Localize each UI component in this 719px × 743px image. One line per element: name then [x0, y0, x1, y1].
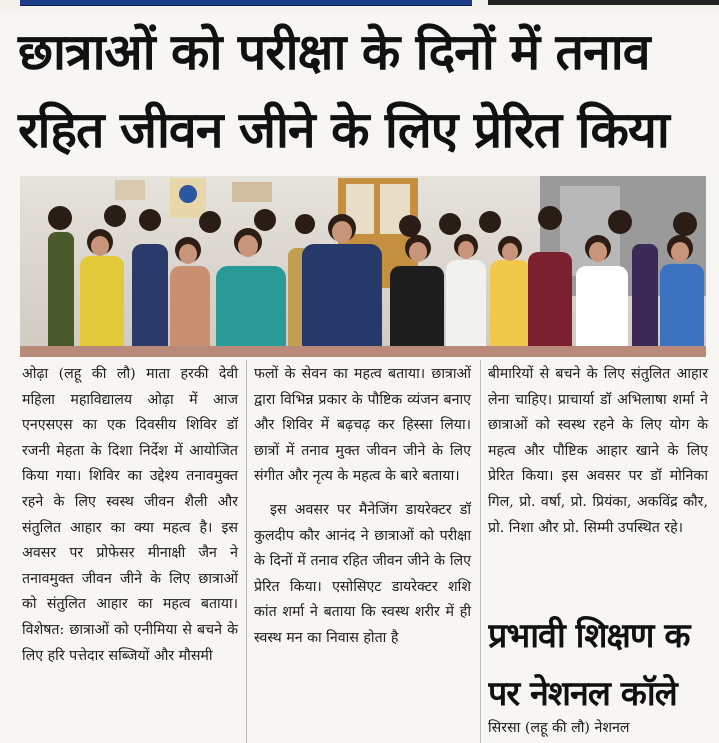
next-article-headline-1: प्रभावी शिक्षण क [488, 616, 690, 656]
column-rule [480, 360, 481, 743]
group-photo [20, 176, 706, 357]
top-strip [0, 0, 719, 12]
column-rule [246, 360, 247, 743]
article-paragraph: फलों के सेवन का महत्व बताया। छात्राओं द्वारा विभिन्न प्रकार के पौष्टिक व्यंजन बनाए और शिविर में बढ़चढ़ कर हिस्सा लिया। छात्रों में तनाव मुक्त जीवन जीने के लिए संगीत और नृत्य के महत्व के बारे बताया। [254, 366, 471, 485]
headline-line-1: छात्राओं को परीक्षा के दिनों में तनाव [18, 23, 650, 81]
article-column-2 [254, 362, 471, 652]
article-paragraph: बीमारियों से बचने के लिए संतुलित आहार लेना चाहिए। प्राचार्या डॉ अभिलाषा शर्मा ने छात्राओं को स्वस्थ रहने के लिए योग के महत्व और पौष्टिक आहार खाने के लिए प्रेरित किया। इस अवसर पर डॉ मोनिका गिल, प्रो. वर्षा, प्रो. प्रियंका, अकविंद्र कौर, प्रो. निशा और प्रो. सिम्मी उपस्थित रहे। [488, 366, 708, 536]
article-column-1 [22, 362, 238, 669]
header-bar-dark [488, 0, 719, 5]
header-bar [20, 0, 472, 6]
article-paragraph: इस अवसर पर मैनेजिंग डायरेक्टर डॉ कुलदीप कौर आनंद ने छात्राओं को परीक्षा के दिनों में तनाव रहित जीवन जीने के लिए प्रेरित किया। एसोसिएट डायरेक्टर शशि कांत शर्मा ने बताया कि स्वस्थ शरीर में ही स्वस्थ मन का निवास होता है [254, 501, 471, 646]
next-article-headline-2: पर नेशनल कॉले [488, 674, 677, 714]
headline-line-2: रहित जीवन जीने के लिए प्रेरित किया [18, 101, 669, 159]
article-paragraph: ओढ़ा (लहू की लौ) माता हरकी देवी महिला महाविद्यालय ओढ़ा में आज एनएसएस का एक दिवसीय शिविर डॉ रजनी मेहता के दिशा निर्देश में आयोजित किया गया। शिविर का उद्देश्य तनावमुक्त रहने के लिए स्वस्थ जीवन शैली और संतुलित आहार का क्या महत्व है। इस अवसर पर प्रोफेसर मीनाक्षी जैन ने तनावमुक्त जीवन जीने के लिए छात्राओं को संतुलित आहार का महत्व बताया। विशेषत: छात्राओं को एनीमिया से बचने के लिए हरि पत्तेदार सब्जियों और मौसमी [22, 366, 238, 664]
next-article-dateline: सिरसा (लहू की लौ) नेशनल [488, 720, 630, 736]
article-column-3 [488, 362, 708, 541]
